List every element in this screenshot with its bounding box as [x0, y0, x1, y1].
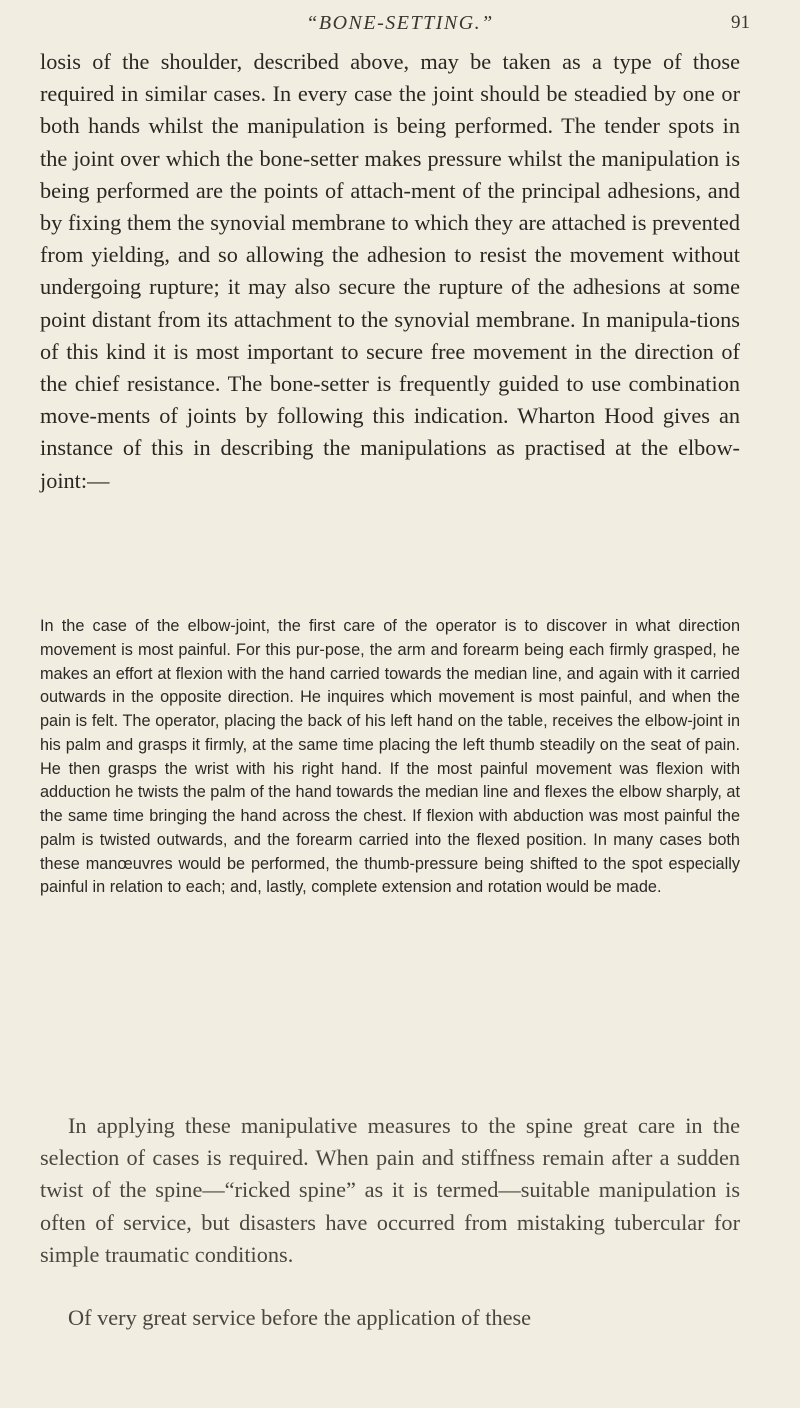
- paragraph-continuation: losis of the shoulder, described above, may be taken as a type of those required in similar cases. In every case the joint should be steadied by one or both hands whilst the manipulation is being performed. The tender spots in the joint over which the bone-setter makes pressure whilst the manipulation is being performed are the points of attach-ment of the principal adhesions, and by fixing them the synovial membrane to which they are attached is prevented from yielding, and so allowing the adhesion to resist the movement without undergoing rupture; it may also secure the rupture of the adhesions at some point distant from its attachment to the synovial membrane. In manipula-tions of this kind it is most important to secure free movement in the direction of the chief resistance. The bone-setter is frequently guided to use combination move-ments of joints by following this indication. Wharton Hood gives an instance of this in describing the manipulations as practised at the elbow-joint:—: [40, 49, 740, 493]
- block-quote-wharton-hood: In the case of the elbow-joint, the first care of the operator is to discover in what direction movement is most painful. For this pur-pose, the arm and forearm being each firmly grasped, he makes an effort at flexion with the hand carried towards the median line, and again with it carried outwards in the opposite direction. He inquires which movement is most painful, and when the pain is felt. The operator, placing the back of his left hand on the table, receives the elbow-joint in his palm and grasps it firmly, at the same time placing the left thumb steadily on the seat of pain. He then grasps the wrist with his right hand. If the most painful movement was flexion with adduction he twists the palm of the hand towards the median line and flexes the elbow sharply, at the same time bringing the hand across the chest. If flexion with abduction was most painful the palm is twisted outwards, and the forearm carried into the flexed position. In many cases both these manœuvres would be performed, the thumb-pressure being shifted to the spot especially painful in relation to each; and, lastly, complete extension and rotation would be made.: [40, 617, 740, 897]
- page-number: 91: [731, 12, 750, 33]
- running-head: “BONE-SETTING.”: [306, 12, 494, 34]
- page-header: [0, 0, 800, 40]
- paragraph-final-line: Of very great service before the application of these: [68, 1305, 532, 1330]
- paragraph-spine-manipulation: In applying these manipulative measures to the spine great care in the selection of cases is required. When pain and stiffness remain after a sudden twist of the spine—“ricked spine” as it is termed—suitable manipulation is often of service, but disasters have occurred from mistaking tubercular for simple traumatic conditions.: [40, 1113, 740, 1267]
